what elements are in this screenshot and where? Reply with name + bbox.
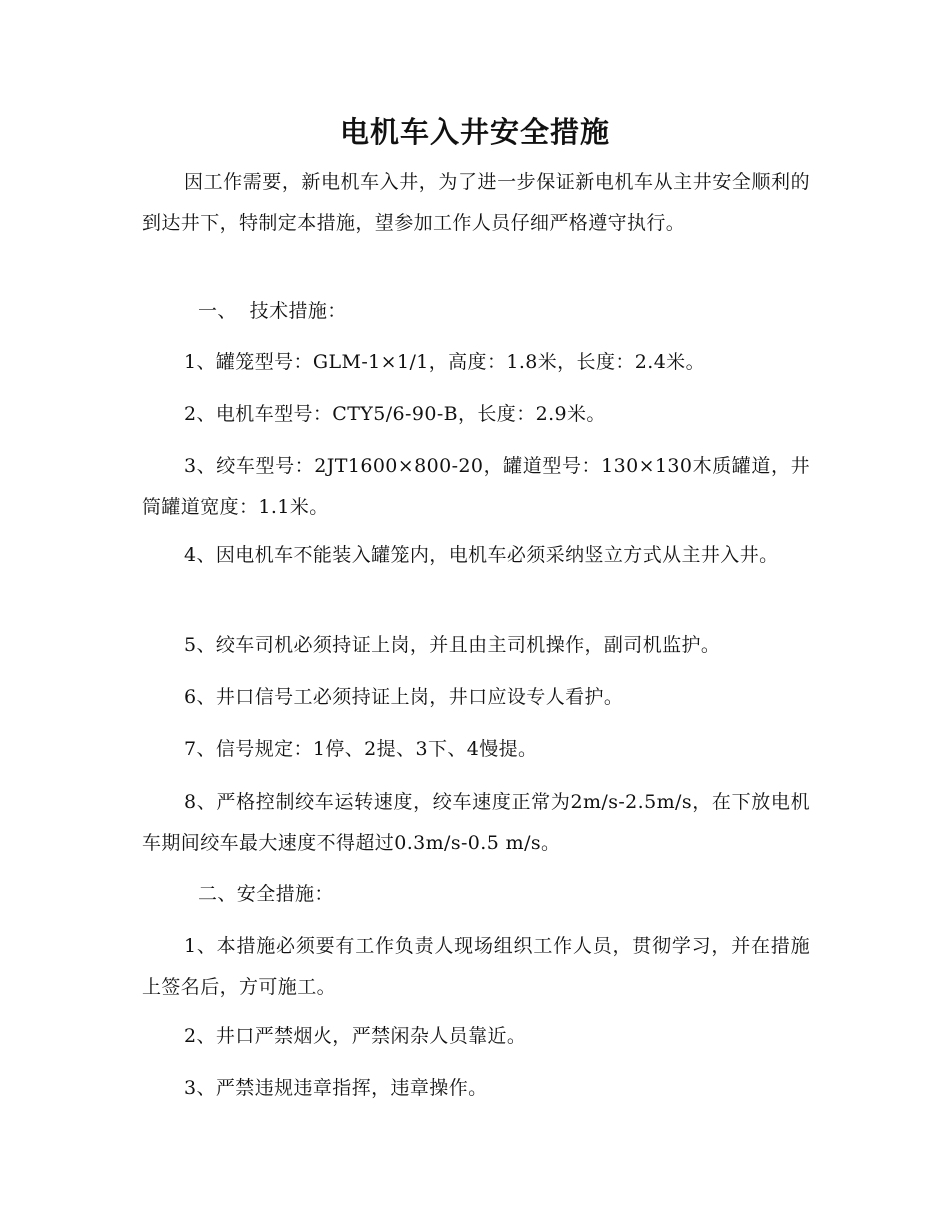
technical-item-6: 6、井口信号工必须持证上岗，井口应设专人看护。 — [184, 686, 624, 708]
safety-item-1: 1、本措施必须要有工作负责人现场组织工作人员，贯彻学习，并在措施上签名后，方可施工。 — [142, 935, 810, 998]
section-heading-safety: 二、安全措施： — [198, 883, 334, 905]
safety-item-2: 2、井口严禁烟火，严禁闲杂人员靠近。 — [184, 1025, 527, 1047]
section-heading-technical: 一、 技术措施： — [198, 300, 347, 322]
safety-item-3: 3、严禁违规违章指挥，违章操作。 — [184, 1077, 488, 1099]
technical-item-1: 1、罐笼型号：GLM-1×1/1，高度：1.8米，长度：2.4米。 — [184, 351, 705, 373]
technical-item-5: 5、绞车司机必须持证上岗，并且由主司机操作，副司机监护。 — [184, 634, 721, 656]
technical-item-8: 8、严格控制绞车运转速度，绞车速度正常为2m/s-2.5m/s，在下放电机车期间绞车最大速度不得超过0.3m/s-0.5 m/s。 — [142, 791, 810, 854]
intro-paragraph: 因工作需要，新电机车入井，为了进一步保证新电机车从主井安全顺利的到达井下，特制定本措施，望参加工作人员仔细严格遵守执行。 — [142, 171, 810, 234]
technical-item-7: 7、信号规定：1停、2提、3下、4慢提。 — [184, 738, 538, 760]
document-title: 电机车入井安全措施 — [339, 115, 610, 149]
technical-item-3: 3、绞车型号：2JT1600×800-20，罐道型号：130×130木质罐道，井筒罐道宽度：1.1米。 — [142, 455, 810, 518]
technical-item-2: 2、电机车型号：CTY5/6-90-B，长度：2.9米。 — [184, 403, 606, 425]
technical-item-4: 4、因电机车不能装入罐笼内，电机车必须采纳竖立方式从主井入井。 — [184, 544, 779, 566]
